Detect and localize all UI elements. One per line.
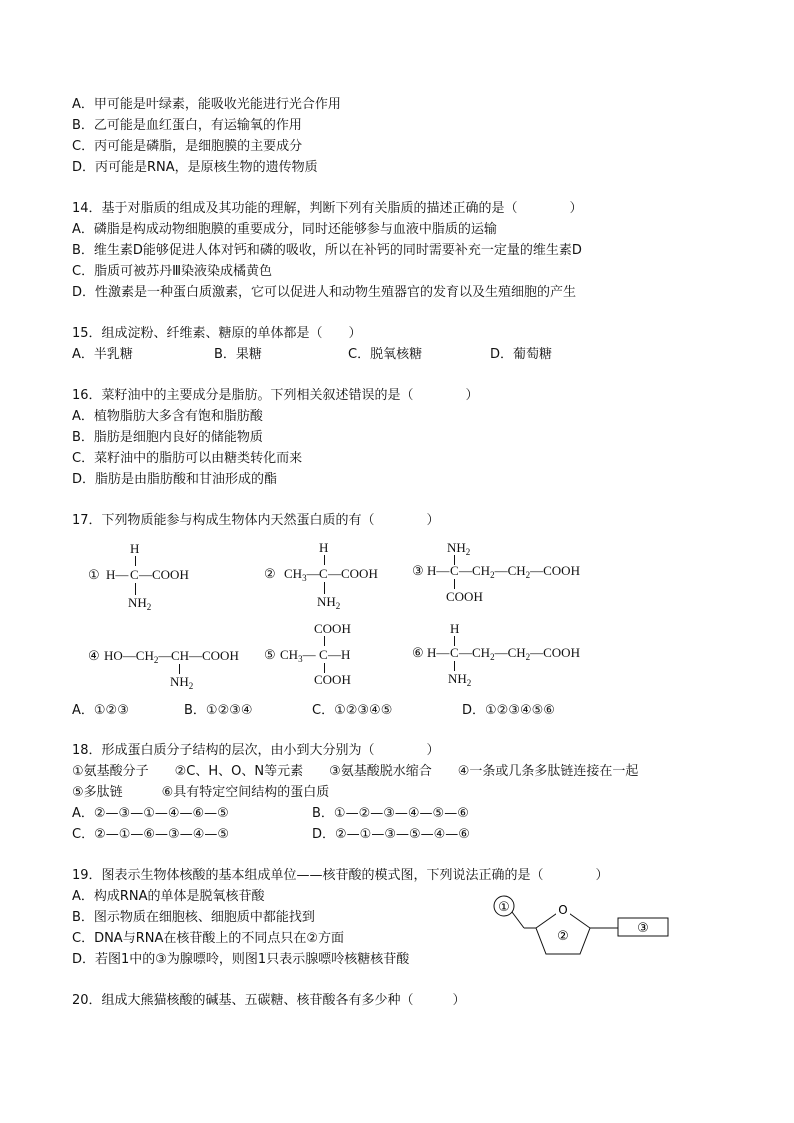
q18-items-line1: ①氨基酸分子 ②C、H、O、N等元素 ③氨基酸脱水缩合 ④一条或几条多肽链连接在一起 [72, 764, 639, 779]
s6-bottom: $NH_2$ [448, 671, 472, 688]
q13-option-a: A．甲可能是叶绿素，能吸收光能进行光合作用 [72, 97, 341, 112]
s5-carbon: C [319, 647, 328, 662]
q14-option-a: A．磷脂是构成动物细胞膜的重要成分，同时还能够参与血液中脂质的运输 [72, 222, 497, 237]
q13-option-c: C．丙可能是磷脂，是细胞膜的主要成分 [72, 139, 303, 154]
q17-option-c: C．①②③④⑤ [312, 703, 393, 718]
q16-stem: 16．菜籽油中的主要成分是脂肪。下列相关叙述错误的是（ ） [72, 388, 479, 403]
phosphate-label: ① [498, 900, 510, 915]
s2-left: $CH_3—$ [284, 566, 320, 583]
ring-oxygen-label: O [558, 903, 568, 917]
q17-option-b: B．①②③④ [184, 703, 253, 718]
s5-left: $CH_3—$ [280, 647, 316, 664]
sugar-label: ② [557, 929, 569, 944]
s1-left: H— [106, 567, 129, 582]
s4-carbon: CH [171, 648, 190, 663]
q16-option-c: C．菜籽油中的脂肪可以由糖类转化而来 [72, 451, 303, 466]
s6-left: H— [427, 645, 450, 660]
q18-option-a: A．②—③—①—④—⑥—⑤ [72, 806, 229, 821]
q15-option-c: C．脱氧核糖 [348, 347, 423, 362]
base-label: ③ [637, 921, 649, 936]
q13-option-b: B．乙可能是血红蛋白，有运输氧的作用 [72, 118, 302, 133]
s1-number: ① [88, 567, 100, 582]
s3-right: $—CH_2—CH_2—COOH$ [459, 563, 580, 580]
q18-option-b: B．①—②—③—④—⑤—⑥ [312, 806, 469, 821]
q15-option-a: A．半乳糖 [72, 347, 133, 362]
s6-top: H [450, 621, 460, 636]
s1-bottom: $NH_2$ [128, 595, 152, 612]
s5-number: ⑤ [264, 647, 276, 662]
q18-items-line2: ⑤多肽链 ⑥具有特定空间结构的蛋白质 [72, 785, 330, 800]
s2-right: —COOH [328, 566, 378, 581]
s3-bottom: COOH [446, 589, 483, 604]
q15-option-d: D．葡萄糖 [490, 347, 553, 362]
q16-option-b: B．脂肪是细胞内良好的储能物质 [72, 430, 263, 445]
s5-bottom: COOH [314, 672, 351, 687]
q16-option-a: A．植物脂肪大多含有饱和脂肪酸 [72, 409, 263, 424]
q17-stem: 17．下列物质能参与构成生物体内天然蛋白质的有（ ） [72, 513, 440, 528]
s6-right: $—CH_2—CH_2—COOH$ [459, 645, 580, 662]
s2-top: H [319, 540, 329, 555]
s1-carbon: C [130, 567, 139, 582]
s4-bottom: $NH_2$ [170, 674, 194, 691]
q17-option-a: A．①②③ [72, 703, 129, 718]
q19-option-d: D．若图1中的③为腺嘌呤，则图1只表示腺嘌呤核糖核苷酸 [72, 952, 410, 967]
q19-option-c: C．DNA与RNA在核苷酸上的不同点只在②方面 [72, 931, 345, 946]
s6-carbon: C [450, 645, 459, 660]
s5-top: COOH [314, 621, 351, 636]
q19-stem: 19．图表示生物体核酸的基本组成单位——核苷酸的模式图，下列说法正确的是（ ） [72, 868, 609, 883]
s4-right: —COOH [189, 648, 239, 663]
q15-stem: 15．组成淀粉、纤维素、糖原的单体都是（ ） [72, 326, 362, 341]
nucleotide-diagram [488, 892, 688, 972]
s3-carbon: C [450, 563, 459, 578]
q14-option-d: D．性激素是一种蛋白质激素，它可以促进人和动物生殖器官的发育以及生殖细胞的产生 [72, 285, 577, 300]
s2-bottom: $NH_2$ [317, 594, 341, 611]
s3-left: H— [427, 563, 450, 578]
s3-top: $NH_2$ [447, 540, 471, 557]
q13-option-d: D．丙可能是RNA，是原核生物的遗传物质 [72, 160, 318, 175]
q16-option-d: D．脂肪是由脂肪酸和甘油形成的酯 [72, 472, 278, 487]
q17-option-d: D．①②③④⑤⑥ [462, 703, 555, 718]
q15-option-b: B．果糖 [214, 347, 262, 362]
q14-option-b: B．维生素D能够促进人体对钙和磷的吸收，所以在补钙的同时需要补充一定量的维生素D [72, 243, 582, 258]
s1-right: —COOH [139, 567, 189, 582]
s4-left: $HO—CH_2—$ [104, 648, 172, 665]
q18-stem: 18．形成蛋白质分子结构的层次，由小到大分别为（ ） [72, 743, 440, 758]
s3-number: ③ [412, 563, 424, 578]
s6-number: ⑥ [412, 645, 424, 660]
q14-option-c: C．脂质可被苏丹Ⅲ染液染成橘黄色 [72, 264, 273, 279]
s4-number: ④ [88, 648, 100, 663]
s5-right: —H [328, 647, 351, 662]
q20-stem: 20．组成大熊猫核酸的碱基、五碳糖、核苷酸各有多少种（ ） [72, 993, 466, 1008]
s1-top: H [130, 541, 140, 556]
q19-option-b: B．图示物质在细胞核、细胞质中都能找到 [72, 910, 315, 925]
q14-stem: 14．基于对脂质的组成及其功能的理解，判断下列有关脂质的描述正确的是（ ） [72, 201, 583, 216]
q19-option-a: A．构成RNA的单体是脱氧核苷酸 [72, 889, 265, 904]
q18-option-c: C．②—①—⑥—③—④—⑤ [72, 827, 230, 842]
q18-option-d: D．②—①—③—⑤—④—⑥ [312, 827, 470, 842]
s2-carbon: C [319, 566, 328, 581]
s2-number: ② [264, 566, 276, 581]
